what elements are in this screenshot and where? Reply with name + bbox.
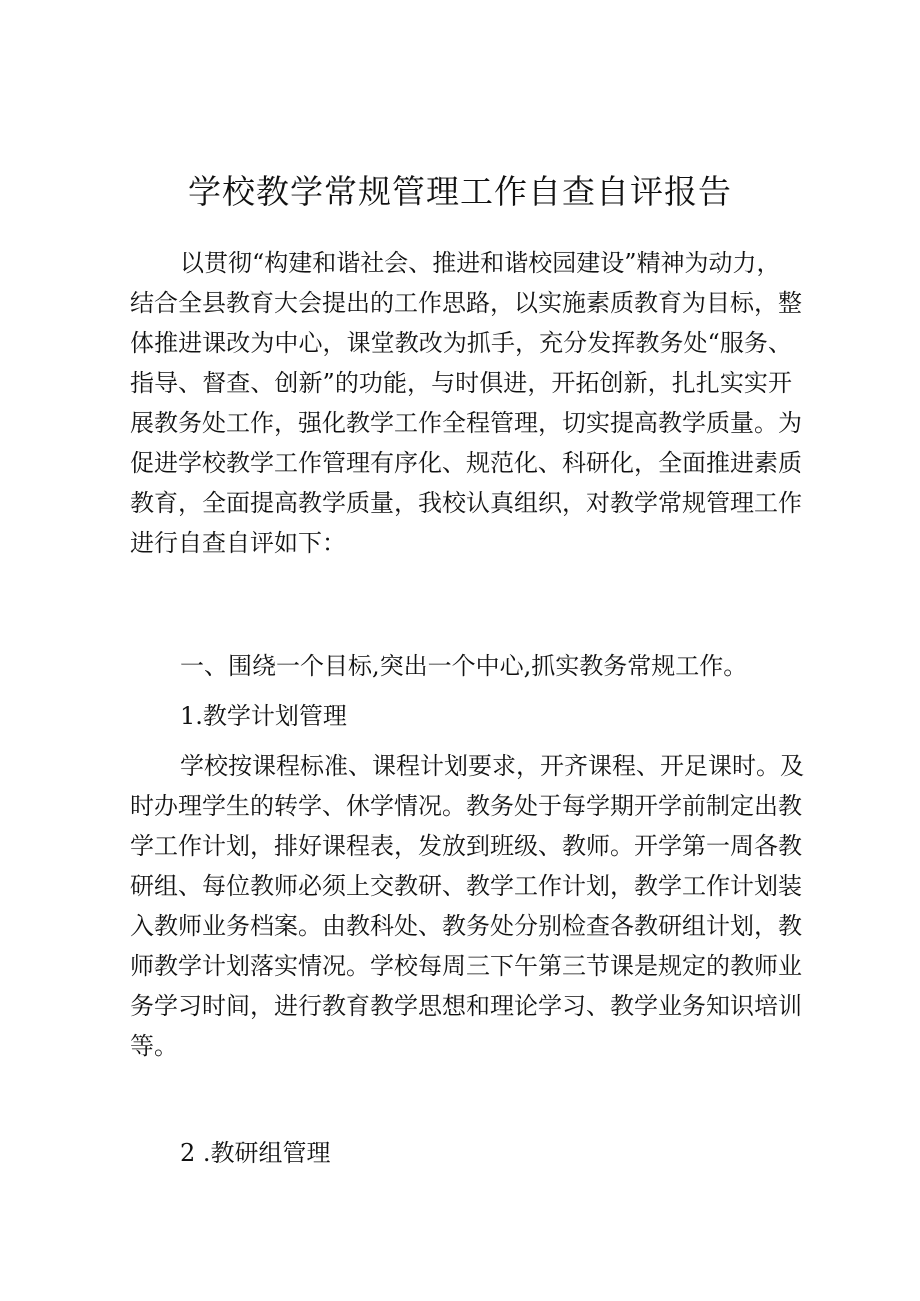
paragraph-line: 师教学计划落实情况。学校每周三下午第三节课是规定的教师业 bbox=[130, 952, 802, 980]
paragraph-line: 学校按课程标准、课程计划要求，开齐课程、开足课时。及 bbox=[180, 752, 804, 780]
paragraph-line: 进行自查自评如下： bbox=[130, 529, 346, 557]
document-title: 学校教学常规管理工作自查自评报告 bbox=[188, 172, 732, 211]
section-heading: 一、围绕一个目标,突出一个中心,抓实教务常规工作。 bbox=[180, 652, 748, 680]
paragraph-line: 以贯彻“构建和谐社会、推进和谐校园建设”精神为动力， bbox=[180, 249, 781, 277]
paragraph-line: 指导、督查、创新”的功能，与时俱进，开拓创新，扎扎实实开 bbox=[130, 369, 792, 397]
paragraph-line: 时办理学生的转学、休学情况。教务处于每学期开学前制定出教 bbox=[130, 792, 802, 820]
paragraph-line: 体推进课改为中心，课堂教改为抓手，充分发挥教务处“服务、 bbox=[130, 329, 792, 357]
paragraph-line: 展教务处工作，强化教学工作全程管理，切实提高教学质量。为 bbox=[130, 409, 802, 437]
paragraph-line: 等。 bbox=[130, 1032, 178, 1060]
paragraph-line: 结合全县教育大会提出的工作思路，以实施素质教育为目标，整 bbox=[130, 289, 802, 317]
paragraph-line: 入教师业务档案。由教科处、教务处分别检查各教研组计划，教 bbox=[130, 912, 802, 940]
paragraph-line: 教育，全面提高教学质量，我校认真组织，对教学常规管理工作 bbox=[130, 489, 802, 517]
paragraph-line: 促进学校教学工作管理有序化、规范化、科研化，全面推进素质 bbox=[130, 449, 802, 477]
paragraph-line: 学工作计划，排好课程表，发放到班级、教师。开学第一周各教 bbox=[130, 832, 802, 860]
paragraph-line: 研组、每位教师必须上交教研、教学工作计划，教学工作计划装 bbox=[130, 872, 802, 900]
subsection-heading: 1.教学计划管理 bbox=[180, 702, 347, 730]
subsection-heading: 2 .教研组管理 bbox=[180, 1139, 331, 1167]
paragraph-line: 务学习时间，进行教育教学思想和理论学习、教学业务知识培训 bbox=[130, 992, 802, 1020]
